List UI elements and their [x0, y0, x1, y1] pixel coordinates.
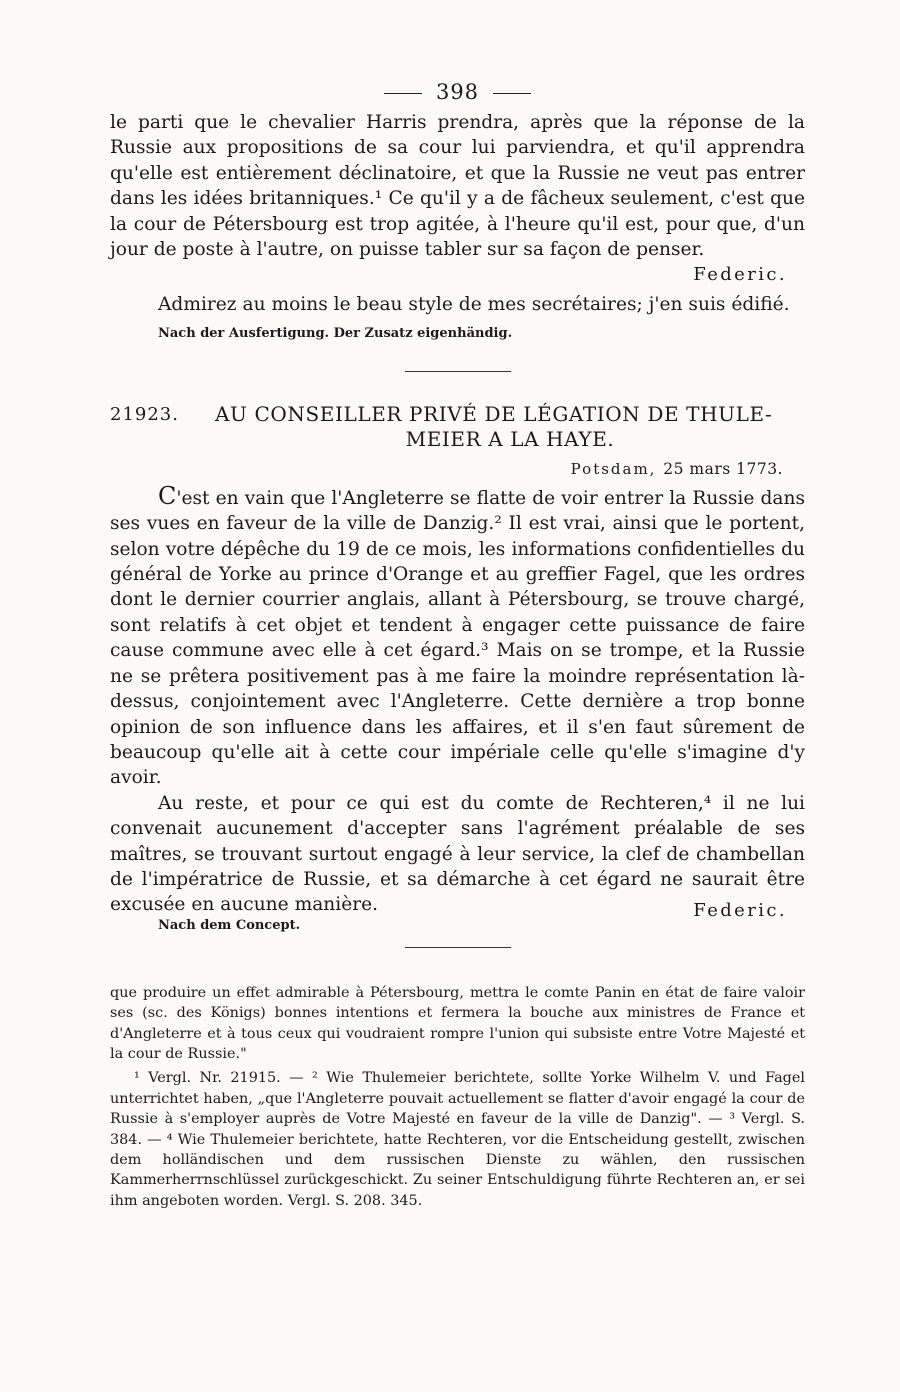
prev-letter-postscript: Admirez au moins le beau style de mes secrétaires; j'en suis édifié. — [158, 294, 790, 316]
prev-letter-source-note: Nach der Ausfertigung. Der Zusatz eigenhändig. — [158, 325, 513, 341]
letter-signature: Federic. — [693, 899, 787, 921]
footnotes — [110, 983, 805, 1211]
page — [110, 80, 805, 1211]
letter-title-line1: AU CONSEILLER PRIVÉ DE LÉGATION DE THULE- — [215, 401, 773, 426]
header-dash-right — [493, 93, 531, 94]
letter-title — [215, 402, 805, 452]
page-header — [110, 80, 805, 104]
letter-initial: C — [158, 481, 177, 510]
letter-paragraph-2: Au reste, et pour ce qui est du comte de Rechteren,⁴ il ne lui convenait aucunement d'accepter sans l'agrément préalable de ses maîtres, se trouvant surtout engagé à leur service, la clef de chambellan de l'impératrice de Russie, et sa démarche à cet égard ne saurait être excusée en aucune manière. — [110, 792, 805, 916]
letter-source-note: Nach dem Concept. — [158, 917, 301, 933]
footnote-notes: ¹ Vergl. Nr. 21915. — ² Wie Thulemeier berichtete, sollte Yorke Wilhelm V. und Fagel unterrichtet haben, „que l'Angleterre pouvait actuellement se flatter d'avoir engagé la cour de Russie à s'employer auprès de Votre Majesté en faveur de la ville de Danzig". — ³ Vergl. S. 384. — ⁴ Wie Thulemeier berichtete, hatte Rechteren, vor die Entscheidung gestellt, zwischen dem holländischen und dem russischen Dienste zu wählen, den russischen Kammerherrnschlüssel zurückgeschickt. Zu seiner Entschuldigung führte Rechteren an, er sei ihm angeboten worden. Vergl. S. 208. 345. — [110, 1070, 805, 1209]
prev-letter-paragraph: le parti que le chevalier Harris prendra, après que la réponse de la Russie aux propositions de sa cour lui parviendra, et qu'il apprendra qu'elle est entièrement déclinatoire, et que la Russie ne veut pas entrer dans les idées britanniques.¹ Ce qu'il y a de fâcheux seulement, c'est que la cour de Pétersbourg est trop agitée, à l'heure qu'il est, pour que, d'un jour de poste à l'autre, on puisse tabler sur sa façon de penser. — [110, 112, 805, 261]
prev-letter-signature: Federic. — [693, 264, 787, 286]
section-divider — [405, 371, 511, 372]
letter-number: 21923. — [110, 403, 179, 425]
letter-date: 25 mars 1773. — [663, 459, 783, 478]
letter-title-line2: MEIER A LA HAYE. — [405, 426, 615, 451]
letter-paragraph-1 — [110, 481, 805, 791]
footnote-divider — [405, 947, 511, 948]
footnote-continuation: que produire un effet admirable à Pétersbourg, mettra le comte Panin en état de faire valoir ses (sc. des Königs) bonnes intentions et fermera la bouche aux ministres de France et d'Angleterre et à tous ceux qui voudraient rompre l'union qui subsiste entre Votre Majesté et la cour de Russie." — [110, 984, 805, 1062]
letter-paragraph-1-text: 'est en vain que l'Angleterre se flatte de voir entrer la Russie dans ses vues en faveur de la ville de Danzig.² Il est vrai, ainsi que le portent, selon votre dépêche du 19 de ce mois, les informations confidentielles du général de Yorke au prince d'Orange et au greffier Fagel, que les ordres dont le dernier courrier anglais, allant à Pétersbourg, se trouve chargé, sont relatifs à cet objet et tendent à engager cette puissance de faire cause commune avec elle à cet égard.³ Mais on se trompe, et la Russie ne se prêtera positivement pas à me faire la moindre représentation là-dessus, conjointement avec l'Angleterre. Cette dernière a trop bonne opinion de son influence dans les affaires, et il s'en faut sûrement de beaucoup qu'elle ait à cette cour impériale celle qu'elle s'imagine d'y avoir. — [110, 487, 805, 789]
letter-heading — [110, 402, 805, 452]
header-dash-left — [384, 93, 422, 94]
page-number: 398 — [435, 80, 480, 104]
letter-dateline — [110, 460, 783, 478]
letter-place: Potsdam, — [570, 459, 657, 478]
